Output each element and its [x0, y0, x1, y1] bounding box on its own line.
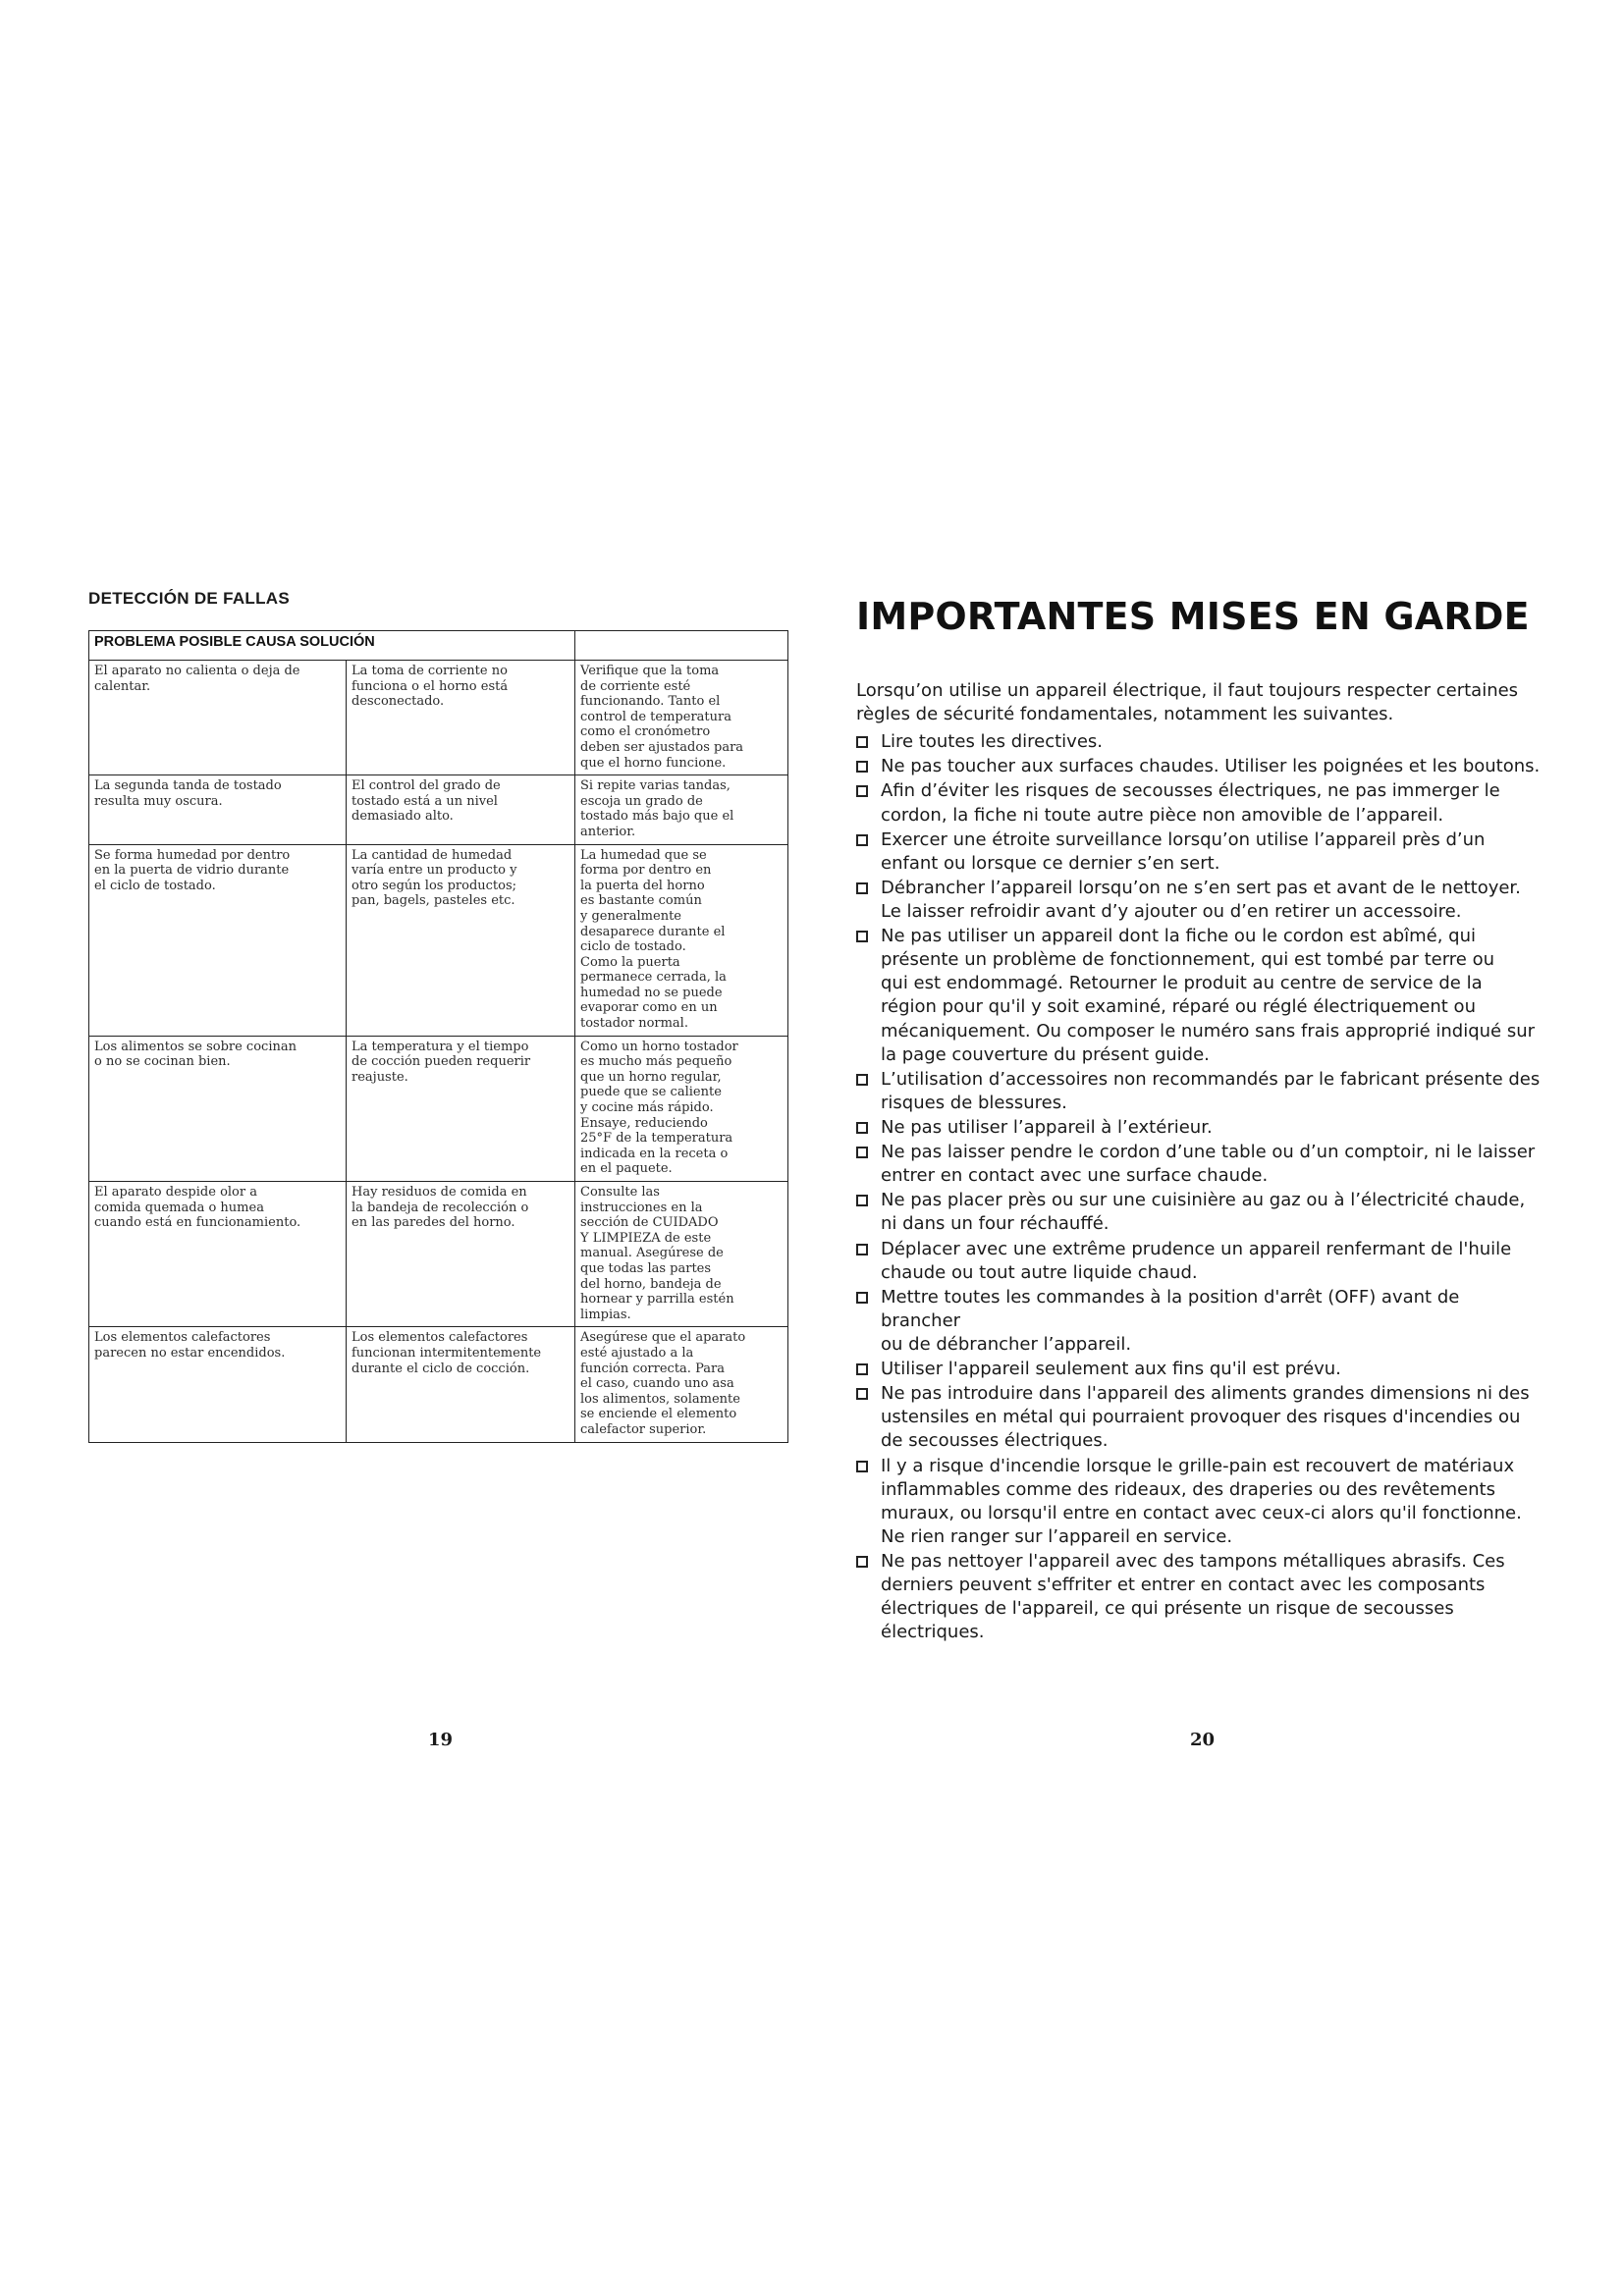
problem-cell	[89, 1327, 347, 1442]
right-page	[856, 595, 1543, 1645]
list-item	[856, 1189, 1543, 1236]
list-item	[856, 1116, 1543, 1140]
solution-cell-text: La humedad que se forma por dentro en la puerta del horno es bastante común y generalmente desaparece durante el ciclo de tostado. Como la puerta permanece cerrada, la humedad no se puede evaporar como en un tostador normal.	[580, 847, 727, 1032]
list-item-text: Il y a risque d'incendie lorsque le grille-pain est recouvert de matériaux inflammables comme des rideaux, des draperies ou des revêtements muraux, ou lorsqu'il entre en contact avec ceux-ci alors qu'il fonctionne. Ne rien ranger sur l’appareil en service.	[881, 1455, 1522, 1547]
list-item-text: Débrancher l’appareil lorsqu’on ne s’en sert pas et avant de le nettoyer. Le laisser refroidir avant d’y ajouter ou d’en retirer un accessoire.	[881, 877, 1521, 922]
problem-cell	[89, 844, 347, 1036]
cause-cell-text: La toma de corriente no funciona o el horno está desconectado.	[352, 664, 509, 710]
left-page	[88, 589, 787, 1443]
cause-cell	[347, 775, 575, 844]
solution-cell	[575, 775, 788, 844]
solution-cell	[575, 1327, 788, 1442]
checkbox-square-icon	[856, 1147, 868, 1158]
checkbox-square-icon	[856, 785, 868, 797]
checkbox-square-icon	[856, 1074, 868, 1086]
checkbox-square-icon	[856, 882, 868, 894]
solution-cell-text: Asegúrese que el aparato esté ajustado a la función correcta. Para el caso, cuando uno asa los alimentos, solamente se enciende el elemento calefactor superior.	[580, 1330, 746, 1437]
list-item	[856, 1550, 1543, 1644]
list-item-text: Ne pas nettoyer l'appareil avec des tampons métalliques abrasifs. Ces derniers peuvent s'effriter et entrer en contact avec les composants électriques de l'appareil, ce qui présente un risque de secousses électriques.	[881, 1550, 1505, 1643]
solution-cell	[575, 661, 788, 775]
list-item-text: Mettre toutes les commandes à la position d'arrêt (OFF) avant de brancher ou de débrancher l’appareil.	[881, 1286, 1460, 1355]
problem-cell	[89, 1182, 347, 1327]
checkbox-square-icon	[856, 1363, 868, 1375]
table-row	[89, 1036, 788, 1181]
list-item-text: Ne pas utiliser l’appareil à l’extérieur.	[881, 1116, 1213, 1138]
safeguards-title: IMPORTANTES MISES EN GARDE	[856, 595, 1530, 638]
list-item	[856, 1455, 1543, 1549]
checkbox-square-icon	[856, 931, 868, 942]
list-item	[856, 1286, 1543, 1357]
problem-cell-text: Los elementos calefactores parecen no estar encendidos.	[94, 1330, 286, 1361]
table-row	[89, 775, 788, 844]
checkbox-square-icon	[856, 1244, 868, 1255]
list-item-text: Exercer une étroite surveillance lorsqu’on utilise l’appareil près d’un enfant ou lorsque ce dernier s’en sert.	[881, 828, 1486, 874]
checkbox-square-icon	[856, 761, 868, 773]
table-row	[89, 844, 788, 1036]
checkbox-square-icon	[856, 1292, 868, 1304]
solution-cell	[575, 844, 788, 1036]
cause-cell	[347, 1036, 575, 1181]
problem-cell	[89, 661, 347, 775]
table-row	[89, 661, 788, 775]
problem-cell	[89, 775, 347, 844]
page-number-right: 20	[1190, 1730, 1216, 1750]
checkbox-square-icon	[856, 1388, 868, 1400]
list-item	[856, 1238, 1543, 1285]
checkbox-square-icon	[856, 1556, 868, 1568]
checkbox-square-icon	[856, 1195, 868, 1206]
troubleshooting-table	[88, 630, 788, 1443]
list-item	[856, 779, 1543, 827]
table-header-label: PROBLEMA POSIBLE CAUSA SOLUCIÓN	[94, 634, 375, 650]
cause-cell-text: La temperatura y el tiempo de cocción pueden requerir reajuste.	[352, 1039, 531, 1085]
cause-cell	[347, 661, 575, 775]
cause-cell	[347, 1182, 575, 1327]
list-item-text: Ne pas utiliser un appareil dont la fiche ou le cordon est abîmé, qui présente un problème de fonctionnement, qui est tombé par terre ou qui est endommagé. Retourner le produit au centre de service de la région pour qu'il y soit examiné, réparé ou réglé électriquement ou mécaniquement. Ou composer le numéro sans frais approprié indiqué sur la page couverture du présent guide.	[881, 926, 1536, 1065]
list-item-text: Afin d’éviter les risques de secousses électriques, ne pas immerger le cordon, la fiche ni toute autre pièce non amovible de l’appareil.	[881, 780, 1500, 826]
list-item-text: Ne pas toucher aux surfaces chaudes. Utiliser les poignées et les boutons.	[881, 756, 1541, 777]
cause-cell-text: Hay residuos de comida en la bandeja de recolección o en las paredes del horno.	[352, 1185, 529, 1231]
checkbox-square-icon	[856, 1461, 868, 1472]
list-item	[856, 877, 1543, 924]
problem-cell-text: Se forma humedad por dentro en la puerta de vidrio durante el ciclo de tostado.	[94, 847, 291, 893]
list-item	[856, 1382, 1543, 1453]
problem-cell-text: Los alimentos se sobre cocinan o no se cocinan bien.	[94, 1039, 297, 1070]
checkbox-square-icon	[856, 736, 868, 748]
cause-cell-text: Los elementos calefactores funcionan intermitentemente durante el ciclo de cocción.	[352, 1330, 542, 1376]
cause-cell-text: La cantidad de humedad varía entre un producto y otro según los productos; pan, bagels, pasteles etc.	[352, 847, 517, 909]
problem-cell	[89, 1036, 347, 1181]
list-item	[856, 828, 1543, 876]
list-item-text: Ne pas introduire dans l'appareil des aliments grandes dimensions ni des ustensiles en métal qui pourraient provoquer des risques d'incendies ou de secousses électriques.	[881, 1383, 1530, 1452]
checkbox-square-icon	[856, 834, 868, 846]
safeguards-list	[856, 730, 1543, 1644]
list-item	[856, 730, 1543, 754]
solution-cell-text: Consulte las instrucciones en la sección de CUIDADO Y LIMPIEZA de este manual. Asegúrese de que todas las partes del horno, bandeja de hornear y parrilla estén limpias.	[580, 1185, 734, 1322]
list-item-text: Déplacer avec une extrême prudence un appareil renfermant de l'huile chaude ou tout autre liquide chaud.	[881, 1238, 1512, 1283]
problem-cell-text: La segunda tanda de tostado resulta muy oscura.	[94, 778, 282, 809]
list-item	[856, 1141, 1543, 1188]
list-item-text: Ne pas placer près ou sur une cuisinière au gaz ou à l’électricité chaude, ni dans un four réchauffé.	[881, 1190, 1526, 1235]
list-item	[856, 1358, 1543, 1381]
cause-cell	[347, 1327, 575, 1442]
table-header-cell	[89, 631, 575, 661]
safeguards-intro: Lorsqu’on utilise un appareil électrique, il faut toujours respecter certaines règles de sécurité fondamentales, notamment les suivantes.	[856, 680, 1519, 725]
table-header-row	[89, 631, 788, 661]
list-item-text: Lire toutes les directives.	[881, 731, 1104, 753]
list-item-text: Utiliser l'appareil seulement aux fins qu'il est prévu.	[881, 1359, 1341, 1380]
list-item	[856, 1068, 1543, 1115]
table-row	[89, 1182, 788, 1327]
checkbox-square-icon	[856, 1122, 868, 1134]
troubleshooting-heading: DETECCIÓN DE FALLAS	[88, 589, 290, 608]
page-number-left: 19	[428, 1730, 454, 1750]
cause-cell-text: El control del grado de tostado está a un nivel demasiado alto.	[352, 778, 501, 825]
solution-cell	[575, 1036, 788, 1181]
solution-cell	[575, 1182, 788, 1327]
list-item	[856, 925, 1543, 1067]
table-row	[89, 1327, 788, 1442]
cause-cell	[347, 844, 575, 1036]
problem-cell-text: El aparato despide olor a comida quemada o humea cuando está en funcionamiento.	[94, 1185, 301, 1231]
solution-cell-text: Como un horno tostador es mucho más pequeño que un horno regular, puede que se caliente y cocine más rápido. Ensaye, reduciendo 25°F de la temperatura indicada en la receta o en el paquete.	[580, 1039, 738, 1177]
solution-cell-text: Verifique que la toma de corriente esté funcionando. Tanto el control de temperatura como el cronómetro deben ser ajustados para que el horno funcione.	[580, 664, 744, 771]
table-header-empty-cell	[575, 631, 788, 661]
solution-cell-text: Si repite varias tandas, escoja un grado de tostado más bajo que el anterior.	[580, 778, 734, 839]
problem-cell-text: El aparato no calienta o deja de calentar.	[94, 664, 300, 694]
list-item-text: Ne pas laisser pendre le cordon d’une table ou d’un comptoir, ni le laisser entrer en contact avec une surface chaude.	[881, 1142, 1536, 1187]
list-item	[856, 755, 1543, 778]
list-item-text: L’utilisation d’accessoires non recommandés par le fabricant présente des risques de blessures.	[881, 1068, 1541, 1113]
